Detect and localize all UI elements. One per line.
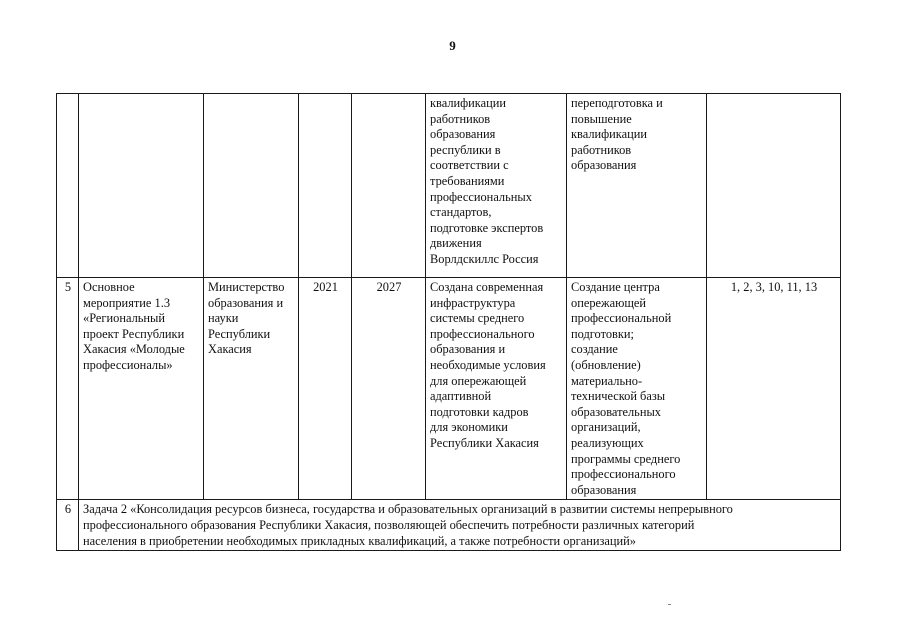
end-year-cell	[352, 94, 426, 278]
cell-text-line: для экономики	[430, 420, 508, 435]
table-row-continued	[57, 94, 841, 278]
executor-cell	[204, 94, 299, 278]
cell-text-line: Задача 2 «Консолидация ресурсов бизнеса, государства и образовательных организаций в развитии системы непрерывного	[83, 502, 733, 517]
cell-text-line: стандартов,	[430, 205, 492, 220]
cell-text-line: образования и	[430, 342, 506, 357]
cell-text-line: профессионального	[430, 326, 535, 341]
indicators-cell	[707, 94, 841, 278]
end-year-cell: 2027	[352, 278, 426, 500]
cell-text-line: Республики Хакасия	[430, 435, 539, 450]
row-number-cell: 6	[57, 500, 79, 551]
result-cell	[426, 94, 567, 278]
cell-text-line: профессиональной	[571, 311, 672, 326]
cell-text-line: организаций,	[571, 420, 641, 435]
cell-text-line: науки	[208, 311, 239, 326]
table-row-task-2	[57, 500, 841, 551]
directions-cell	[567, 278, 707, 500]
cell-text-line: инфраструктура	[430, 295, 516, 310]
cell-text-line: образования и	[208, 295, 284, 310]
cell-text-line: создание	[571, 342, 618, 357]
cell-text-line: программы среднего	[571, 451, 681, 466]
directions-cell	[567, 94, 707, 278]
cell-text-line: технической базы	[571, 389, 666, 404]
table-row-event-1-3	[57, 278, 841, 500]
cell-text-line: образования	[571, 482, 637, 497]
cell-text-line: требованиями	[430, 173, 505, 188]
cell-text-line: работников	[430, 111, 491, 126]
cell-text-line: «Региональный	[83, 311, 165, 326]
cell-text-line: реализующих	[571, 435, 644, 450]
result-cell	[426, 278, 567, 500]
cell-text-line: квалификации	[571, 127, 648, 142]
cell-text-line: соответствии с	[430, 158, 509, 173]
cell-text-line: необходимые условия	[430, 357, 546, 372]
cell-text-line: Хакасия	[208, 342, 252, 357]
cell-text-line: подготовке экспертов	[430, 220, 544, 235]
cell-text-line: квалификации	[430, 96, 507, 110]
program-table	[56, 93, 841, 551]
cell-text-line: образования	[430, 127, 496, 142]
row-number-cell: 5	[57, 278, 79, 500]
cell-text-line: подготовки;	[571, 326, 634, 341]
cell-text-line: Основное	[83, 280, 135, 294]
event-cell	[79, 278, 204, 500]
row-number-cell	[57, 94, 79, 278]
cell-text-line: профессионального образования Республики Хакасия, позволяющей обеспечить потребности различных категорий	[83, 517, 695, 532]
cell-text-line: республики в	[430, 142, 501, 157]
cell-text-line: Министерство	[208, 280, 285, 294]
task-cell	[79, 500, 841, 551]
cell-text-line: для опережающей	[430, 373, 527, 388]
cell-text-line: переподготовка и	[571, 96, 663, 110]
cell-text-line: профессиональных	[430, 189, 532, 204]
cell-text-line: подготовки кадров	[430, 404, 529, 419]
cell-text-line: населения в приобретении необходимых прикладных квалификаций, а также потребности организаций»	[83, 533, 636, 548]
cell-text-line: образования	[571, 158, 637, 173]
scan-speck	[668, 604, 671, 605]
page-number: 9	[449, 38, 456, 53]
cell-text-line: системы среднего	[430, 311, 525, 326]
cell-text-line: Республики	[208, 326, 271, 341]
cell-text-line: материально-	[571, 373, 643, 388]
start-year-cell	[299, 94, 352, 278]
cell-text-line: (обновление)	[571, 357, 641, 372]
cell-text-line: Создание центра	[571, 280, 660, 294]
cell-text-line: проект Республики	[83, 326, 185, 341]
cell-text-line: профессионального	[571, 467, 676, 482]
cell-text-line: Хакасия «Молодые	[83, 342, 185, 357]
cell-text-line: Ворлдскиллс Россия	[430, 251, 539, 266]
cell-text-line: мероприятие 1.3	[83, 295, 171, 310]
start-year-cell: 2021	[299, 278, 352, 500]
cell-text-line: повышение	[571, 111, 632, 126]
cell-text-line: Создана современная	[430, 280, 544, 294]
cell-text-line: опережающей	[571, 295, 647, 310]
indicators-cell: 1, 2, 3, 10, 11, 13	[707, 278, 841, 500]
executor-cell	[204, 278, 299, 500]
cell-text-line: адаптивной	[430, 389, 492, 404]
cell-text-line: образовательных	[571, 404, 661, 419]
cell-text-line: движения	[430, 236, 482, 251]
event-cell	[79, 94, 204, 278]
cell-text-line: работников	[571, 142, 632, 157]
cell-text-line: профессионалы»	[83, 357, 173, 372]
